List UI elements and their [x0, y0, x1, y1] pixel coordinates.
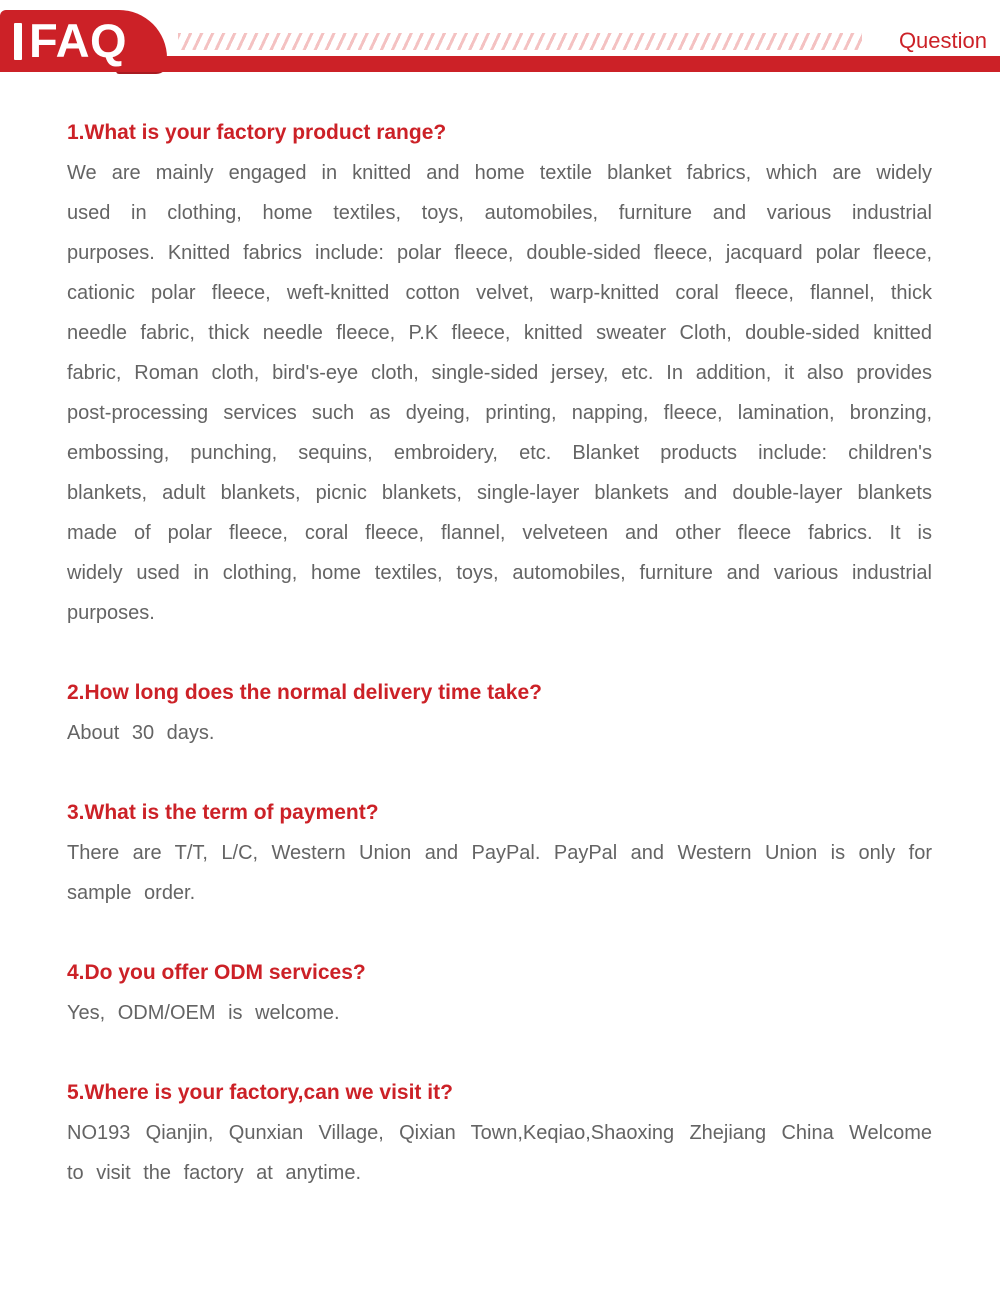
- faq-item-1: [67, 113, 932, 633]
- page-header: [0, 0, 1000, 72]
- faq-badge: [0, 10, 167, 72]
- faq-item-4: [67, 953, 932, 1033]
- header-question-label: Question: [898, 28, 987, 53]
- faq-question-1: 1.What is your factory product range?: [67, 121, 447, 144]
- faq-item-2: [67, 673, 932, 753]
- faq-answer-3: There are T/T, L/C, Western Union and PayPal. PayPal and Western Union is only for sample order.: [67, 842, 932, 904]
- faq-question-5: 5.Where is your factory,can we visit it?: [67, 1081, 453, 1104]
- faq-question-2: 2.How long does the normal delivery time take?: [67, 681, 542, 704]
- diagonal-stripes-decoration: [178, 33, 862, 50]
- faq-content: [0, 72, 1000, 1233]
- faq-question-3: 3.What is the term of payment?: [67, 801, 379, 824]
- faq-answer-2: About 30 days.: [67, 722, 215, 744]
- faq-badge-label: FAQ: [29, 13, 128, 67]
- faq-answer-4: Yes, ODM/OEM is welcome.: [67, 1002, 340, 1024]
- faq-item-3: [67, 793, 932, 913]
- faq-answer-5: NO193 Qianjin, Qunxian Village, Qixian Town,Keqiao,Shaoxing Zhejiang China Welcome to visit the factory at anytime.: [67, 1122, 932, 1184]
- faq-question-4: 4.Do you offer ODM services?: [67, 961, 366, 984]
- badge-accent-mark: [14, 23, 22, 60]
- faq-item-5: [67, 1073, 932, 1193]
- faq-answer-1: We are mainly engaged in knitted and home textile blanket fabrics, which are widely used in clothing, home textiles, toys, automobiles, furniture and various industrial purposes. Knitted fabrics include: polar fleece, double-sided fleece, jacquard polar fleece, cationic polar fleece, weft-knitted cotton velvet, warp-knitted coral fleece, flannel, thick needle fabric, thick needle fleece, P.K fleece, knitted sweater Cloth, double-sided knitted fabric, Roman cloth, bird's-eye cloth, single-sided jersey, etc. In addition, it also provides post-processing services such as dyeing, printing, napping, fleece, lamination, bronzing, embossing, punching, sequins, embroidery, etc. Blanket products include: children's blankets, adult blankets, picnic blankets, single-layer blankets and double-layer blankets made of polar fleece, coral fleece, flannel, velveteen and other fleece fabrics. It is widely used in clothing, home textiles, toys, automobiles, furniture and various industrial purposes.: [67, 162, 932, 624]
